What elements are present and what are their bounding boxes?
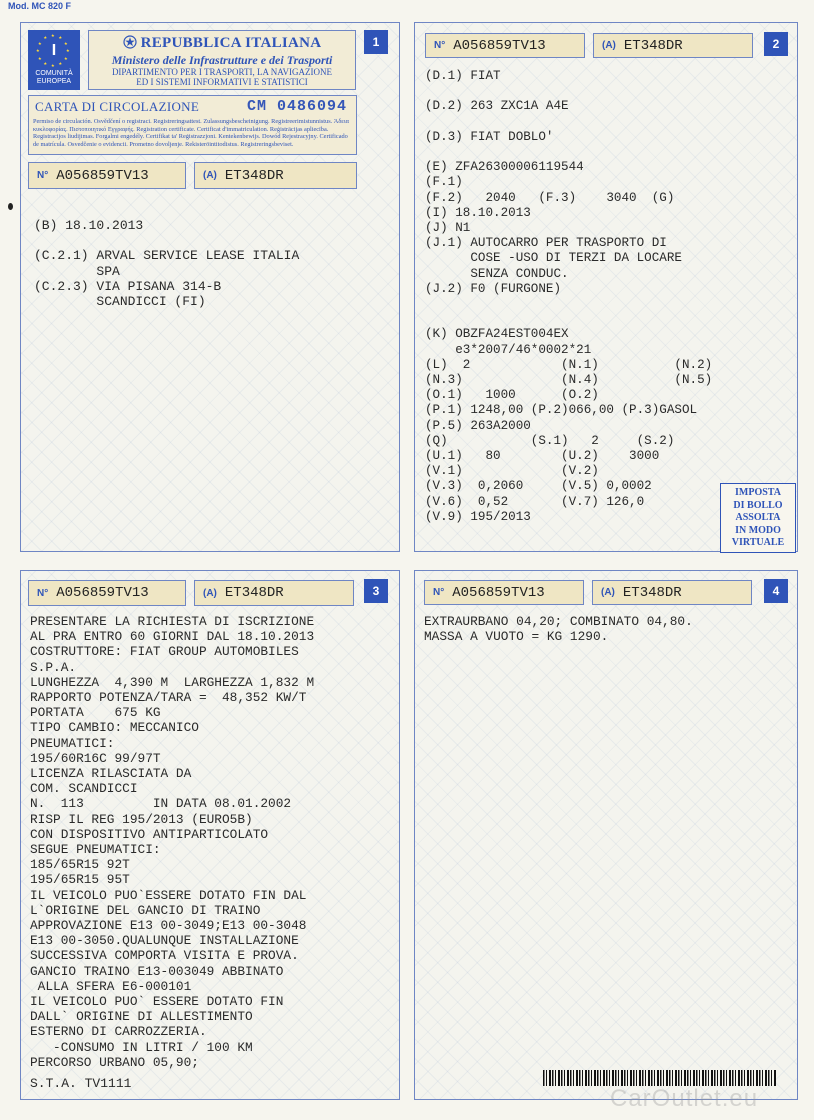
doc-number-box-2: [425, 33, 585, 58]
plate-box-4: [592, 580, 752, 605]
text-line: 195/65R15 95T: [30, 872, 130, 888]
text-line: (U.1) 80 (U.2) 3000: [425, 449, 660, 464]
eu-caption-line2: EUROPEA: [36, 78, 72, 85]
barcode: [543, 1070, 776, 1086]
panel3-footer: S.T.A. TV1111: [30, 1076, 132, 1091]
doc-number-label: N°: [37, 587, 49, 599]
text-line: (Q) (S.1) 2 (S.2): [425, 433, 675, 448]
text-line: (J) N1: [425, 221, 471, 236]
doc-number-value: A056859TV13: [56, 585, 149, 601]
text-line: 185/65R15 92T: [30, 857, 130, 873]
text-line: GANCIO TRAINO E13-003049 ABBINATO: [30, 963, 284, 979]
stamp-duty-line: IMPOSTA: [735, 487, 781, 498]
doc-number-label: N°: [434, 40, 446, 51]
text-line: (F.1): [425, 175, 463, 190]
doc-number-box-3: [28, 580, 186, 606]
text-line: SCANDICCI (FI): [34, 294, 206, 310]
text-line: 195/60R16C 99/97T: [30, 750, 161, 766]
ministry-header: [88, 30, 356, 90]
text-line: (I) 18.10.2013: [425, 205, 531, 220]
text-line: MASSA A VUOTO = KG 1290.: [424, 629, 609, 645]
stamp-duty-line: DI BOLLO: [733, 499, 783, 511]
text-line: e3*2007/46*0002*21: [425, 342, 592, 357]
card-title-box: [28, 95, 357, 155]
form-code: Mod. MC 820 F: [8, 1, 72, 11]
text-line: (P.1) 1248,00 (P.2)066,00 (P.3)GASOL: [425, 403, 698, 418]
text-line: RAPPORTO POTENZA/TARA = 48,352 KW/T: [30, 690, 307, 706]
text-line: (E) ZFA26300006119544: [425, 160, 584, 175]
doc-number-label: N°: [37, 170, 49, 181]
text-line: [425, 145, 712, 160]
text-line: L`ORIGINE DEL GANCIO DI TRAINO: [30, 902, 261, 918]
scan-mark: [8, 203, 13, 210]
text-line: COSTRUTTORE: FIAT GROUP AUTOMOBILES: [30, 644, 299, 660]
republic-title: [89, 35, 355, 52]
text-line: (P.5) 263A2000: [425, 418, 531, 433]
panel-number-3: 3: [364, 579, 388, 603]
text-line: (O.1) 1000 (O.2): [425, 388, 599, 403]
stamp-duty-line: ASSOLTA: [735, 512, 781, 523]
text-line: PORTATA 675 KG: [30, 705, 161, 721]
text-line: S.P.A.: [30, 659, 77, 675]
eu-star-icon: ★: [38, 54, 42, 62]
eu-star-icon: ★: [38, 39, 42, 47]
plate-value: ET348DR: [623, 37, 683, 54]
text-line: PRESENTARE LA RICHIESTA DI ISCRIZIONE: [30, 614, 315, 629]
eu-star-icon: ★: [63, 39, 68, 47]
text-line: IL VEICOLO PUO` ESSERE DOTATO FIN: [30, 994, 284, 1010]
card-title: CARTA DI CIRCOLAZIONE: [35, 99, 200, 114]
text-line: (C.2.3) VIA PISANA 314-B: [34, 278, 222, 294]
text-line: (V.3) 0,2060 (V.5) 0,0002: [425, 479, 652, 494]
text-line: COM. SCANDICCI: [30, 781, 138, 797]
text-line: PNEUMATICI:: [30, 735, 115, 751]
card-number: CM 0486094: [247, 98, 348, 115]
text-line: [34, 233, 299, 248]
text-line: CON DISPOSITIVO ANTIPARTICOLATO: [30, 826, 269, 842]
text-line: IL VEICOLO PUO`ESSERE DOTATO FIN DAL: [30, 887, 307, 903]
text-line: (K) OBZFA24EST004EX: [425, 327, 569, 342]
text-line: SEGUE PNEUMATICI:: [30, 842, 161, 858]
watermark: CarOutlet.eu: [610, 1085, 759, 1112]
text-line: [425, 115, 712, 130]
eu-star-icon: ★: [63, 54, 68, 62]
text-line: PERCORSO URBANO 05,90;: [30, 1054, 199, 1070]
eu-star-icon: ★: [66, 47, 70, 54]
plate-box-3: [194, 580, 354, 606]
text-line: [425, 312, 712, 327]
eu-stars-icon: [34, 32, 74, 70]
panel3-text: [30, 614, 314, 1070]
stamp-duty-line: IN MODO: [735, 524, 781, 536]
text-line: ALLA SFERA E6-000101: [30, 978, 192, 994]
eu-caption-line1: COMUNITÀ: [35, 70, 73, 77]
text-line: N. 113 IN DATA 08.01.2002: [30, 796, 292, 812]
text-line: (D.3) FIAT DOBLO': [425, 129, 554, 144]
text-line: RISP IL REG 195/2013 (EURO5B): [30, 811, 253, 827]
text-line: SPA: [34, 263, 120, 279]
eu-star-icon: ★: [51, 32, 55, 39]
text-line: (J.1) AUTOCARRO PER TRASPORTO DI: [425, 236, 667, 251]
text-line: [425, 84, 712, 99]
plate-label: (A): [203, 587, 217, 599]
eu-star-icon: ★: [36, 47, 40, 54]
text-line: SENZA CONDUC.: [425, 266, 569, 281]
text-line: LICENZA RILASCIATA DA: [30, 766, 192, 782]
plate-value: ET348DR: [622, 584, 682, 601]
plate-label: (A): [602, 40, 616, 51]
doc-number-box-1: [28, 162, 186, 189]
eu-star-icon: ★: [58, 34, 63, 41]
eu-star-icon: ★: [58, 59, 63, 67]
card-translations: Permiso de circulación. Osvědčení o registraci. Registreringsattest. Zulassungsbescheinigung. Registreerimistunnistus. Άδεια κυκλοφορίας. Πιστοποιητικό Εγγραφής. Registration certificate. Certificat d'immatriculation. Reģistrācijas apliecība. Registracijos liudijimas. Forgalmi engedély. Certifikat ta' Reġistrazzjoni. Kentekenbewijs. Dowód Rejestracyjny. Certificado de matrícula. Osvedčenie o evidencii. Prometno dovoljenje. Rekisteröintitodistus. Registreringsbeviset.: [33, 118, 349, 148]
text-line: (F.2) 2040 (F.3) 3040 (G): [425, 190, 675, 205]
department-line1: DIPARTIMENTO PER I TRASPORTI, LA NAVIGAZIONE: [111, 67, 333, 77]
text-line: DALL` ORIGINE DI ALLESTIMENTO: [30, 1009, 253, 1025]
department-line2: ED I SISTEMI INFORMATIVI E STATISTICI: [136, 76, 308, 87]
text-line: LUNGHEZZA 4,390 M LARGHEZZA 1,832 M: [30, 674, 315, 690]
eu-star-icon: ★: [43, 34, 48, 41]
text-line: (L) 2 (N.1) (N.2): [425, 357, 713, 372]
text-line: (V.1) (V.2): [425, 464, 599, 479]
text-line: -CONSUMO IN LITRI / 100 KM: [30, 1039, 253, 1055]
eu-star-icon: ★: [51, 62, 55, 69]
panel2-text: [425, 69, 712, 525]
text-line: (C.2.1) ARVAL SERVICE LEASE ITALIA: [34, 248, 300, 264]
plate-box-2: [593, 33, 753, 58]
doc-number-value: A056859TV13: [453, 37, 546, 54]
text-line: (D.2) 263 ZXC1A A4E: [425, 99, 569, 114]
text-line: E13 00-3050.QUALUNQUE INSTALLAZIONE: [30, 933, 299, 949]
text-line: COSE -USO DI TERZI DA LOCARE: [425, 251, 682, 266]
text-line: APPROVAZIONE E13 00-3049;E13 00-3048: [30, 918, 307, 934]
text-line: AL PRA ENTRO 60 GIORNI DAL 18.10.2013: [30, 629, 315, 645]
plate-label: (A): [203, 170, 217, 181]
eu-country-letter: I: [51, 42, 57, 59]
text-line: (J.2) F0 (FURGONE): [425, 281, 562, 296]
text-line: TIPO CAMBIO: MECCANICO: [30, 720, 199, 736]
text-line: (V.6) 0,52 (V.7) 126,0: [425, 494, 645, 509]
plate-value: ET348DR: [224, 585, 284, 601]
text-line: (D.1) FIAT: [425, 69, 501, 83]
doc-number-value: A056859TV13: [452, 584, 545, 601]
text-line: [425, 297, 712, 312]
text-line: (N.3) (N.4) (N.5): [425, 373, 713, 388]
plate-label: (A): [601, 587, 615, 598]
eu-star-icon: ★: [43, 59, 48, 67]
panel-number-1: 1: [364, 30, 388, 54]
text-line: (B) 18.10.2013: [34, 218, 144, 233]
plate-value: ET348DR: [224, 167, 284, 184]
text-line: SUCCESSIVA COMPORTA VISITA E PROVA.: [30, 948, 299, 964]
doc-number-label: N°: [433, 587, 445, 598]
panel1-text: [34, 218, 299, 309]
panel-4: [414, 570, 798, 1100]
panel-number-4: 4: [764, 579, 788, 603]
republic-label: REPUBBLICA ITALIANA: [140, 35, 322, 51]
doc-number-box-4: [424, 580, 584, 605]
panel-number-2: 2: [764, 32, 788, 56]
italian-republic-emblem-icon: [123, 35, 137, 49]
text-line: (V.9) 195/2013: [425, 509, 531, 524]
stamp-duty-line: VIRTUALE: [731, 537, 785, 548]
doc-number-value: A056859TV13: [56, 167, 149, 184]
plate-box-1: [194, 162, 357, 189]
text-line: EXTRAURBANO 04,20; COMBINATO 04,80.: [424, 614, 693, 629]
ministry-name: Ministero delle Infrastrutture e dei Trasporti: [111, 53, 333, 67]
eu-badge: [28, 30, 80, 90]
text-line: ESTERNO DI CARROZZERIA.: [30, 1024, 207, 1040]
stamp-duty-box: [720, 483, 796, 553]
panel4-text: [424, 614, 693, 644]
